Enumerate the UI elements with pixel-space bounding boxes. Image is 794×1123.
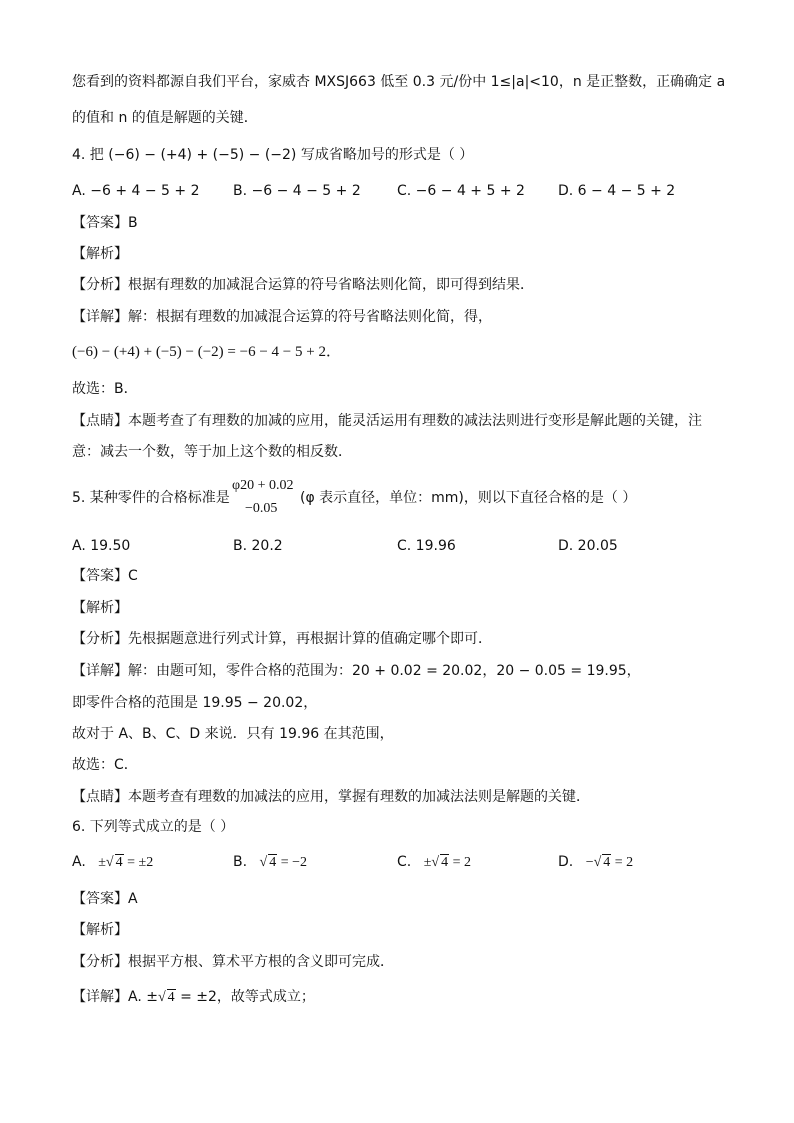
- q6-option-a-sign: ±: [98, 855, 106, 870]
- q4-stem: 4. 把 (−6) − (+4) + (−5) − (−2) 写成省略加号的形式是（ ）: [72, 147, 474, 163]
- q4-option-d: D. 6 − 4 − 5 + 2: [558, 183, 676, 199]
- intro-line-2: 的值和 n 的值是解题的关键．: [72, 110, 258, 126]
- intro-line-1: 您看到的资料都源自我们平台，家威杏 MXSJ663 低至 0.3 元/份中 1≤|a|<10，n 是正整数，正确确定 a: [72, 74, 726, 90]
- sqrt-icon: √: [157, 990, 166, 1005]
- q5-option-a: A. 19.50: [72, 538, 131, 554]
- sqrt-icon: √: [593, 855, 602, 870]
- q4-option-a: A. −6 + 4 − 5 + 2: [72, 183, 200, 199]
- q6-detail-radicand: 4: [167, 990, 175, 1005]
- q6-option-c-label: C.: [397, 854, 412, 870]
- q5-option-b: B. 20.2: [233, 538, 283, 554]
- q6-analysis: 【分析】根据平方根、算术平方根的含义即可完成．: [72, 954, 394, 970]
- sqrt-icon: √: [431, 855, 440, 870]
- q4-answer: 【答案】B: [72, 215, 138, 231]
- q6-option-c-result: = 2: [449, 855, 471, 870]
- q6-detail-suffix: = ±2，故等式成立；: [175, 989, 315, 1005]
- q4-choice: 故选：B．: [72, 381, 138, 397]
- q6-option-b: [233, 853, 307, 872]
- q5-tolerance-lower: −0.05: [245, 501, 278, 516]
- q4-formula: (−6) − (+4) + (−5) − (−2) = −6 − 4 − 5 + 2．: [72, 344, 341, 360]
- q6-option-d-radicand: 4: [603, 855, 611, 870]
- q4-detail: 【详解】解：根据有理数的加减混合运算的符号省略法则化简，得，: [72, 309, 492, 325]
- q5-option-c: C. 19.96: [397, 538, 456, 554]
- q5-choice: 故选：C．: [72, 757, 138, 773]
- sqrt-icon: √: [105, 855, 114, 870]
- q4-comment-line-2: 意：减去一个数，等于加上这个数的相反数．: [72, 444, 352, 460]
- q6-option-b-radicand: 4: [269, 855, 277, 870]
- q6-detail: [72, 988, 315, 1007]
- q6-option-d-result: = 2: [611, 855, 634, 870]
- q6-option-b-result: = −2: [277, 855, 307, 870]
- q6-option-a: [72, 853, 153, 872]
- q4-option-b: B. −6 − 4 − 5 + 2: [233, 183, 361, 199]
- q6-option-d-label: D.: [558, 854, 574, 870]
- q6-jiexi: 【解析】: [72, 922, 128, 938]
- q4-analysis: 【分析】根据有理数的加减混合运算的符号省略法则化简，即可得到结果．: [72, 277, 534, 293]
- q5-option-d: D. 20.05: [558, 538, 618, 554]
- q5-jiexi: 【解析】: [72, 600, 128, 616]
- q5-range: 即零件合格的范围是 19.95 − 20.02，: [72, 695, 318, 711]
- q4-jiexi: 【解析】: [72, 246, 128, 262]
- q6-option-d: [558, 853, 633, 872]
- q4-comment-line-1: 【点睛】本题考查了有理数的加减的应用，能灵活运用有理数的减法法则进行变形是解此题的关键，注: [72, 413, 702, 429]
- q5-tolerance-upper: φ20 + 0.02: [232, 478, 294, 493]
- q6-answer: 【答案】A: [72, 891, 138, 907]
- q5-only: 故对于 A、B、C、D 来说．只有 19.96 在其范围，: [72, 726, 394, 742]
- q6-option-b-label: B.: [233, 854, 248, 870]
- sqrt-icon: √: [259, 855, 268, 870]
- q6-option-a-radicand: 4: [115, 855, 123, 870]
- q6-option-c-sign: ±: [423, 855, 432, 870]
- q5-stem-suffix: (φ 表示直径，单位：mm)，则以下直径合格的是（ ）: [300, 490, 637, 506]
- q6-option-d-sign: −: [585, 855, 594, 870]
- q4-option-c: C. −6 − 4 + 5 + 2: [397, 183, 525, 199]
- q5-analysis: 【分析】先根据题意进行列式计算，再根据计算的值确定哪个即可．: [72, 631, 492, 647]
- q5-detail: 【详解】解：由题可知，零件合格的范围为：20 + 0.02 = 20.02，20 − 0.05 = 19.95，: [72, 663, 641, 679]
- q6-option-a-result: = ±2: [123, 855, 154, 870]
- q5-stem-prefix: 5. 某种零件的合格标准是: [72, 490, 230, 506]
- q6-option-c-radicand: 4: [441, 855, 449, 870]
- q6-option-a-label: A.: [72, 854, 86, 870]
- q5-comment: 【点睛】本题考查有理数的加减法的应用，掌握有理数的加减法法则是解题的关键．: [72, 789, 590, 805]
- q6-stem: 6. 下列等式成立的是（ ）: [72, 819, 235, 835]
- q6-option-c: [397, 853, 471, 872]
- q6-detail-prefix: 【详解】A. ±: [72, 989, 158, 1005]
- q5-answer: 【答案】C: [72, 568, 138, 584]
